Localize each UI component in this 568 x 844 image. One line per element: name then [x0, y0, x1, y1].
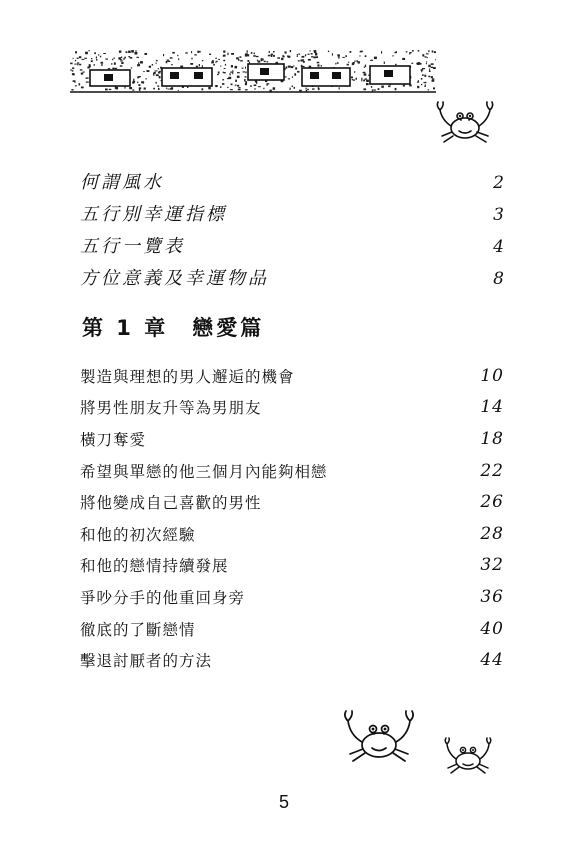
toc-entry: [80, 455, 504, 487]
toc-entry-title: 將男性朋友升等為男朋友: [80, 399, 262, 418]
toc-entry: [80, 423, 504, 455]
entry-title: 五行別幸運指標: [80, 204, 227, 225]
entry-page: 2: [493, 173, 504, 193]
toc-entry-page: 44: [480, 650, 504, 671]
intro-entry: [80, 264, 504, 296]
toc-entry-title: 爭吵分手的他重回身旁: [80, 588, 246, 607]
toc-entry-title: 擊退討厭者的方法: [80, 652, 213, 671]
table-of-contents: [80, 360, 504, 676]
toc-entry-page: 32: [480, 555, 504, 576]
intro-entry: [80, 168, 504, 200]
crab-illustration: [432, 98, 498, 150]
toc-entry-title: 和他的初次經驗: [80, 525, 196, 544]
toc-entry-page: 14: [480, 397, 504, 418]
toc-entry-title: 將他變成自己喜歡的男性: [80, 494, 262, 513]
toc-entry: [80, 518, 504, 550]
toc-entry-page: 10: [480, 365, 504, 386]
toc-entry-page: 36: [480, 586, 504, 607]
toc-entry-title: 製造與理想的男人邂逅的機會: [80, 367, 295, 386]
toc-entry-page: 40: [480, 618, 504, 639]
toc-entry: [80, 644, 504, 676]
toc-entry-title: 希望與單戀的他三個月內能夠相戀: [80, 462, 328, 481]
entry-page: 8: [493, 269, 504, 289]
toc-entry-page: 22: [480, 460, 504, 481]
crab-illustration: [440, 735, 496, 777]
crab-illustration: [338, 707, 420, 771]
toc-entry-title: 橫刀奪愛: [80, 430, 147, 449]
entry-title: 何謂風水: [80, 172, 164, 193]
intro-entry: [80, 232, 504, 264]
toc-entry: [80, 486, 504, 518]
toc-entry-title: 和他的戀情持續發展: [80, 557, 229, 576]
toc-entry: [80, 392, 504, 424]
entry-page: 4: [493, 237, 504, 257]
entry-title: 方位意義及幸運物品: [80, 268, 269, 289]
entry-title: 五行一覽表: [80, 236, 185, 257]
entry-page: 3: [493, 205, 504, 225]
toc-entry: [80, 360, 504, 392]
toc-entry-page: 18: [480, 428, 504, 449]
toc-entry: [80, 550, 504, 582]
intro-list: [80, 168, 504, 296]
village-banner-illustration: [70, 44, 436, 96]
toc-entry-page: 26: [480, 492, 504, 513]
toc-entry-page: 28: [480, 523, 504, 544]
chapter-heading: 第 1 章 戀愛篇: [82, 316, 265, 340]
intro-entry: [80, 200, 504, 232]
toc-entry: [80, 613, 504, 645]
page-number: 5: [278, 792, 289, 812]
toc-entry-title: 徹底的了斷戀情: [80, 620, 196, 639]
toc-entry: [80, 581, 504, 613]
